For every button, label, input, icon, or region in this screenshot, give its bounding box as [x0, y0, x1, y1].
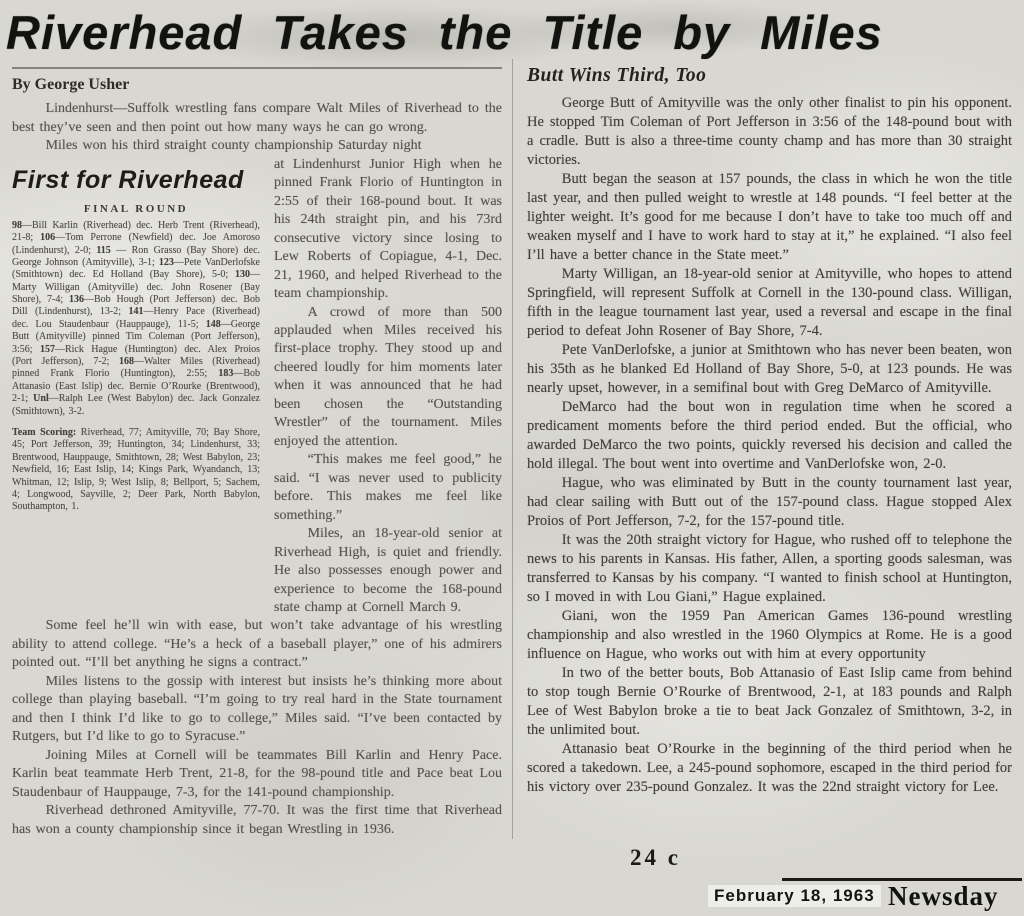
team-scoring-text: Riverhead, 77; Amityville, 70; Bay Shore, 45; Port Jefferson, 39; Huntington, 34; Lindenhurst, 33; Brentwood, Hauppauge, Smithtown, 28; West Babylon, 23; Newfield, 16; East Islip, 14; Kings Park, Wyandanch, 13; Whitman, 12; Islip, 9; West Islip, 8; Bellport, 5; Sachem, 4; Longwood, Sayville, 2; Deer Park, North Babylon, Southampton, 1. — [12, 427, 260, 513]
results-box-title: First for Riverhead — [12, 165, 244, 194]
paragraph: Joining Miles at Cornell will be teammates Bill Karlin and Henry Pace. Karlin beat teammate Herb Trent, 21-8, for the 98-pound title and Pace beat Lou Staudenbaur of Hauppauge, 7-3, for the 141-pound championship. — [12, 747, 502, 800]
paragraph: Pete VanDerlofske, a junior at Smithtown who has never been beaten, won his 35th as he blanked Ed Holland of Bay Shore, 5-0, at 123 pounds. He was nearly upset, however, in a semifinal bout with Greg DeMarco of Amityville. — [527, 342, 1012, 397]
right-column-header: Butt Wins Third, Too — [527, 65, 707, 87]
paragraph: Butt began the season at 157 pounds, the class in which he won the title last year, and then pulled weight to wrestle at 148 pounds. “I feel better at the lighter weight. It’s good for me because I don’t have to take too much off and weaken myself and I have to work hard to stay at it,” he explained. “I also feel I’ll have a better chance in the State meet.” — [527, 171, 1012, 264]
final-round-results: 98—Bill Karlin (Riverhead) dec. Herb Trent (Riverhead), 21-8; 106—Tom Perrone (Newfield) dec. Joe Amoroso (Lindenhurst), 2-0; 115 — Ron Grasso (Bay Shore) dec. George Johnson (Amityville), 3-1; 123—Pete VanDerlofske (Smithtown) dec. Ed Holland (Bay Shore), 5-0; 130—Marty Willigan (Amityville) dec. John Rosener (Bay Shore), 7-4; 136—Bob Hough (Port Jefferson) dec. Bob Dill (Lindenhurst), 13-2; 141—Henry Pace (Riverhead) dec. Lou Staudenbaur (Hauppauge), 11-5; 148—George Butt (Amityville) pinned Tim Coleman (Port Jefferson), 3:56; 157—Rick Hague (Huntington) dec. Alex Proios (Port Jefferson), 7-2; 168—Walter Miles (Riverhead) pinned Frank Florio (Huntington), 2:55; 183—Bob Attanasio (East Islip) dec. Bernie O’Rourke (Brentwood), 2-1; Unl—Ralph Lee (West Babylon) dec. Jack Gonzalez (Smithtown), 3-2. — [12, 219, 261, 417]
byline: By George Usher — [12, 67, 502, 94]
paragraph: In two of the better bouts, Bob Attanasio of East Islip came from behind to stop tough Bernie O’Rourke of Brentwood, 2-1, at 183 pounds and Ralph Lee of West Babylon broke a tie to beat Jack Gonzalez of Smithtown, 3-2, in the unlimited bout. — [527, 664, 1012, 738]
publication-date: February 18, 1963 — [708, 885, 881, 907]
paragraph: Marty Willigan, an 18-year-old senior at Amityville, who hopes to attend Springfield, will represent Suffolk at Cornell in the 130-pound class. Willigan, fifth in the league tournament last year, used a reversal and escape in the final period to defeat John Rosener of Bay Shore, 7-4. — [527, 266, 1012, 340]
paragraph: DeMarco had the bout won in regulation time when he scored a predicament moments before the third period ended. But the official, who awarded DeMarco the two points, quickly reversed his decision and called the hold illegal. The bout went into overtime and VanDerlofske won, 2-0. — [527, 399, 1012, 473]
article-columns — [0, 59, 1024, 839]
paragraph: Lindenhurst—Suffolk wrestling fans compare Walt Miles of Riverhead to the best they’ve seen and then point out how many ways he can go wrong. — [12, 101, 502, 135]
paragraph: George Butt of Amityville was the only other finalist to pin his opponent. He stopped Tim Coleman of Port Jefferson in 3:56 of the 148-pound bout with a cradle. Butt is also a three-time county champ and has more than 30 straight victories. — [527, 95, 1012, 169]
paragraph: Attanasio beat O’Rourke in the beginning of the third period when he scored a takedown. Lee, a 245-pound sophomore, escaped in the third period for his victory over 235-pound Gonzalez. It was the 22nd straight victory for Lee. — [527, 740, 1012, 795]
publication-name: Newsday — [888, 881, 999, 911]
final-round-results-box — [12, 158, 260, 606]
headline: Riverhead Takes the Title by Miles — [6, 6, 883, 59]
page-number-mark: 24 c — [630, 845, 681, 870]
paragraph: Riverhead dethroned Amityville, 77-70. It was the first time that Riverhead has won a county championship since it began Wrestling in 1936. — [12, 803, 502, 837]
paragraph: Hague, who was eliminated by Butt in the county tournament last year, had clear sailing with Butt out of the 157-pound class. Hague stopped Alex Proios of Port Jefferson, 7-2, for the 157-pound title. — [527, 475, 1012, 529]
final-round-label: FINAL ROUND — [83, 202, 189, 215]
paragraph: A crowd of more than 500 applauded when Miles received his first-place trophy. They stood up and cheered loudly for him moments later when it was announced that he had been chosen the “Outstanding Wrestler” of the tournament. Miles enjoyed the attention. — [274, 304, 502, 449]
paragraph: Miles listens to the gossip with interest but insists he’s thinking more about college than playing baseball. “I’m going to try real hard in the State tournament and then I think I’d like to go to college,” Miles said. “I’ve been contacted by Rutgers, but I’d like to go to Syracuse.” — [12, 673, 502, 745]
team-scoring — [12, 427, 260, 514]
paragraph: Giani, won the 1959 Pan American Games 136-pound wrestling championship and also wrestled in the 1960 Olympics at Rome. He is a good influence on Hague, who works out with him at every opportunity — [527, 607, 1012, 662]
paragraph: Some feel he’ll win with ease, but won’t take advantage of his wrestling ability to attend college. “He’s a heck of a baseball player,” one of his admirers pointed out. “I’ll bet anything he signs a contract.” — [12, 618, 502, 671]
masthead — [0, 0, 1024, 59]
paragraph: “This makes me feel good,” he said. “I was never used to publicity before. This makes me feel like something.” — [274, 452, 502, 523]
paragraph: Miles won his third straight county championship Saturday night — [45, 138, 422, 154]
team-scoring-label: Team Scoring: — [12, 427, 77, 438]
right-column — [512, 59, 1024, 839]
paragraph: It was the 20th straight victory for Hague, who rushed off to telephone the news to his parents in Kansas. His father, Allen, a sporting goods salesman, was transferred to Kansas by his company. “I wanted to finish school at Huntington, so I moved in with Lou Giani,” Hague explained. — [527, 531, 1012, 605]
left-column — [0, 59, 512, 839]
paragraph: at Lindenhurst Junior High when he pinned Frank Florio of Huntington in 2:55 of their 168-pound bout. It was his 24th straight pin, and his 73rd consecutive victory since losing to Lew Roberts of Copiague, 4-1, Dec. 21, 1960, and helped Riverhead to the team championship. — [274, 156, 502, 302]
paragraph: Miles, an 18-year-old senior at Riverhead High, is quiet and friendly. He also possesses enough power and experience to become the 168-pound state champ at Cornell March 9. — [274, 526, 502, 615]
